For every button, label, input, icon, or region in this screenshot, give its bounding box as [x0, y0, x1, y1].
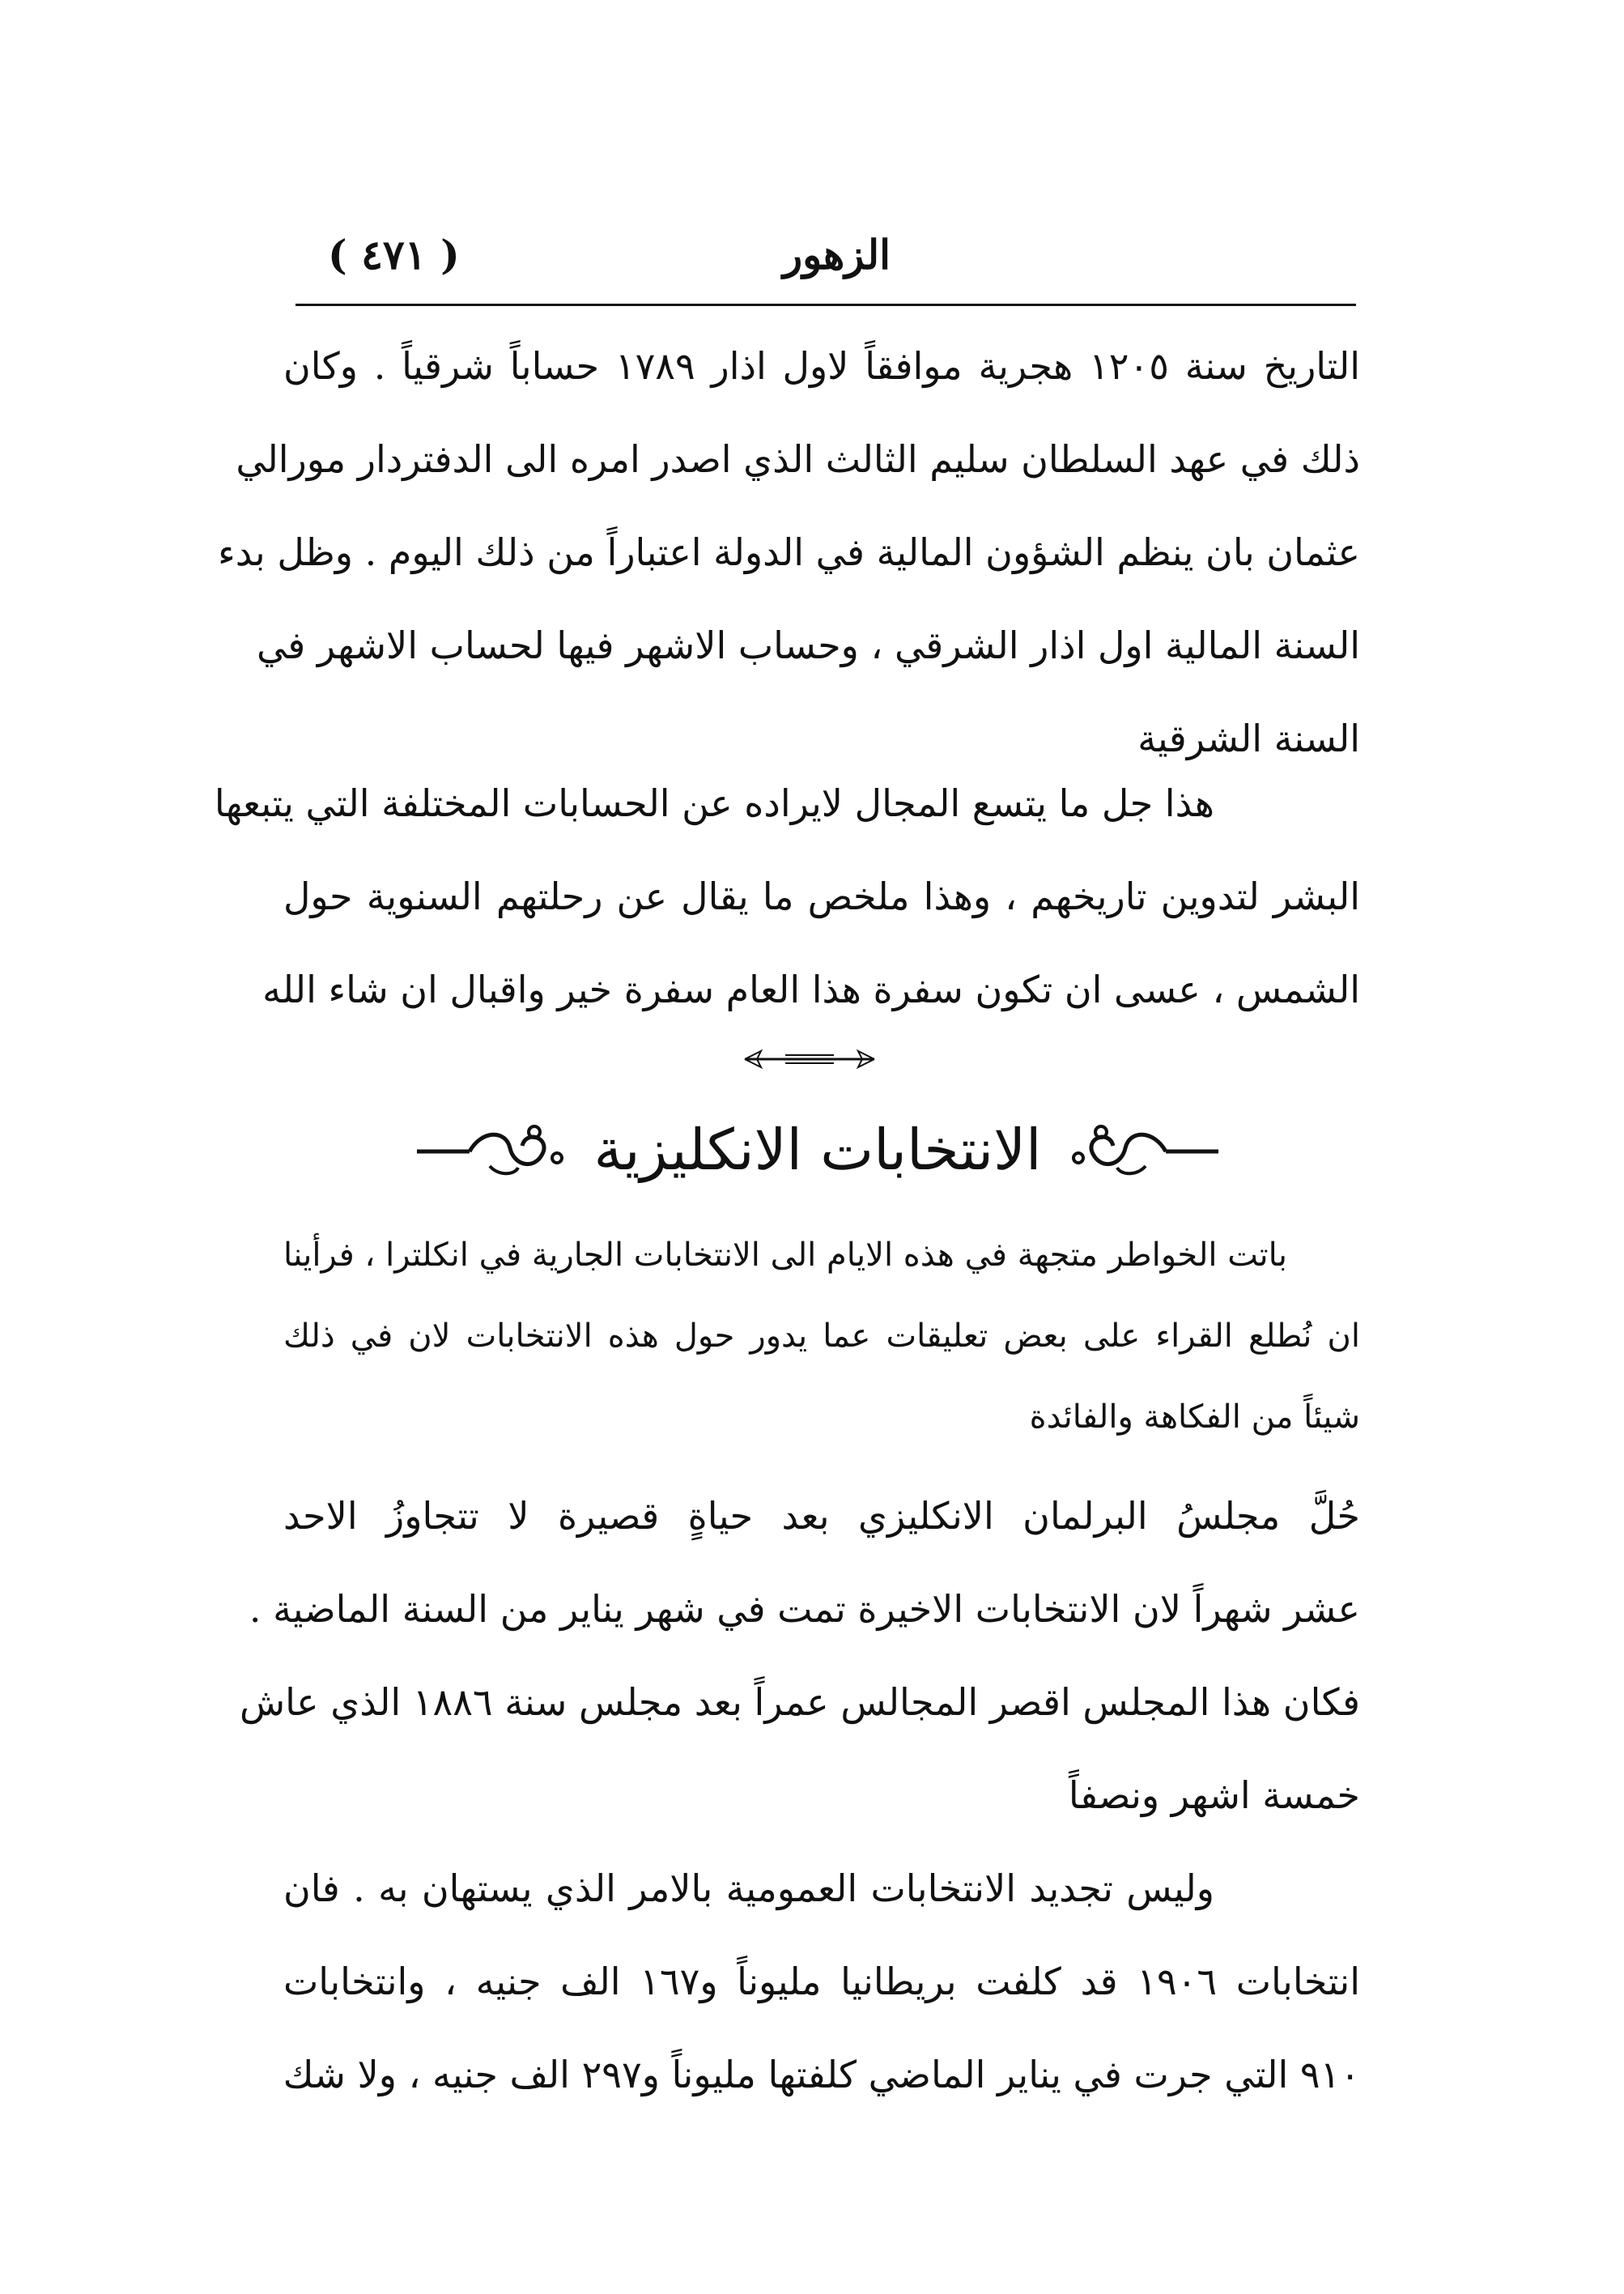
- text-line: هذا جل ما يتسع المجال لايراده عن الحسابات المختلفة التي يتبعها: [214, 781, 1214, 825]
- text-line: ان نُطلع القراء على بعض تعليقات عما يدور حول هذه الانتخابات لان في ذلك: [283, 1317, 1360, 1355]
- text-line: عشر شهراً لان الانتخابات الاخيرة تمت في شهر يناير من السنة الماضية .: [249, 1587, 1360, 1631]
- text-line: شيئاً من الفكاهة والفائدة: [1029, 1398, 1360, 1436]
- text-line: السنة الشرقية: [1137, 717, 1360, 760]
- paragraph: [239, 1470, 1360, 1842]
- text-line: ٩١٠ التي جرت في يناير الماضي كلفتها مليوناً و٢٩٧ الف جنيه ، ولا شك: [283, 2053, 1360, 2096]
- text-line: البشر لتدوين تاريخهم ، وهذا ملخص ما يقال عن رحلتهم السنوية حول: [283, 875, 1360, 918]
- section-divider-ornament: [712, 1047, 907, 1071]
- paragraph-closing: [214, 757, 1360, 1036]
- text-line: حُلَّ مجلسُ البرلمان الانكليزي بعد حياةٍ قصيرة لا تتجاوزُ الاحد: [283, 1494, 1360, 1538]
- article-intro: [283, 1215, 1360, 1458]
- text-line: انتخابات ١٩٠٦ قد كلفت بريطانيا مليوناً و١٦٧ الف جنيه ، وانتخابات: [283, 1960, 1361, 2003]
- flourish-icon: [413, 1117, 567, 1182]
- page-number: ( ٤٧١ ): [328, 231, 460, 279]
- text-line: خمسة اشهر ونصفاً: [1068, 1773, 1360, 1817]
- paragraph: [283, 1842, 1360, 2122]
- text-line: فكان هذا المجلس اقصر المجالس عمراً بعد مجلس سنة ١٨٨٦ الذي عاش: [239, 1680, 1360, 1724]
- text-line: ذلك في عهد السلطان سليم الثالث الذي اصدر امره الى الدفتردار مورالي: [236, 437, 1360, 481]
- article-heading: [413, 1097, 1222, 1202]
- flourish-icon: [1069, 1117, 1222, 1182]
- paragraph-continuation: [218, 320, 1360, 785]
- article-title: الانتخابات الانكليزية: [593, 1117, 1042, 1183]
- header-rule: [295, 304, 1356, 306]
- text-line: وليس تجديد الانتخابات العمومية بالامر الذي يستهان به . فان: [283, 1866, 1214, 1910]
- running-head-title: الزهور: [782, 231, 891, 279]
- running-head: [295, 231, 1352, 296]
- text-line: الشمس ، عسى ان تكون سفرة هذا العام سفرة خير واقبال ان شاء الله: [262, 968, 1360, 1011]
- text-line: التاريخ سنة ١٢٠٥ هجرية موافقاً لاول اذار ١٧٨٩ حساباً شرقياً . وكان: [283, 344, 1360, 388]
- text-line: عثمان بان ينظم الشؤون المالية في الدولة اعتباراً من ذلك اليوم . وظل بدء: [218, 530, 1360, 574]
- text-line: السنة المالية اول اذار الشرقي ، وحساب الاشهر فيها لحساب الاشهر في: [256, 624, 1360, 667]
- text-line: باتت الخواطر متجهة في هذه الايام الى الانتخابات الجارية في انكلترا ، فرأينا: [283, 1236, 1287, 1274]
